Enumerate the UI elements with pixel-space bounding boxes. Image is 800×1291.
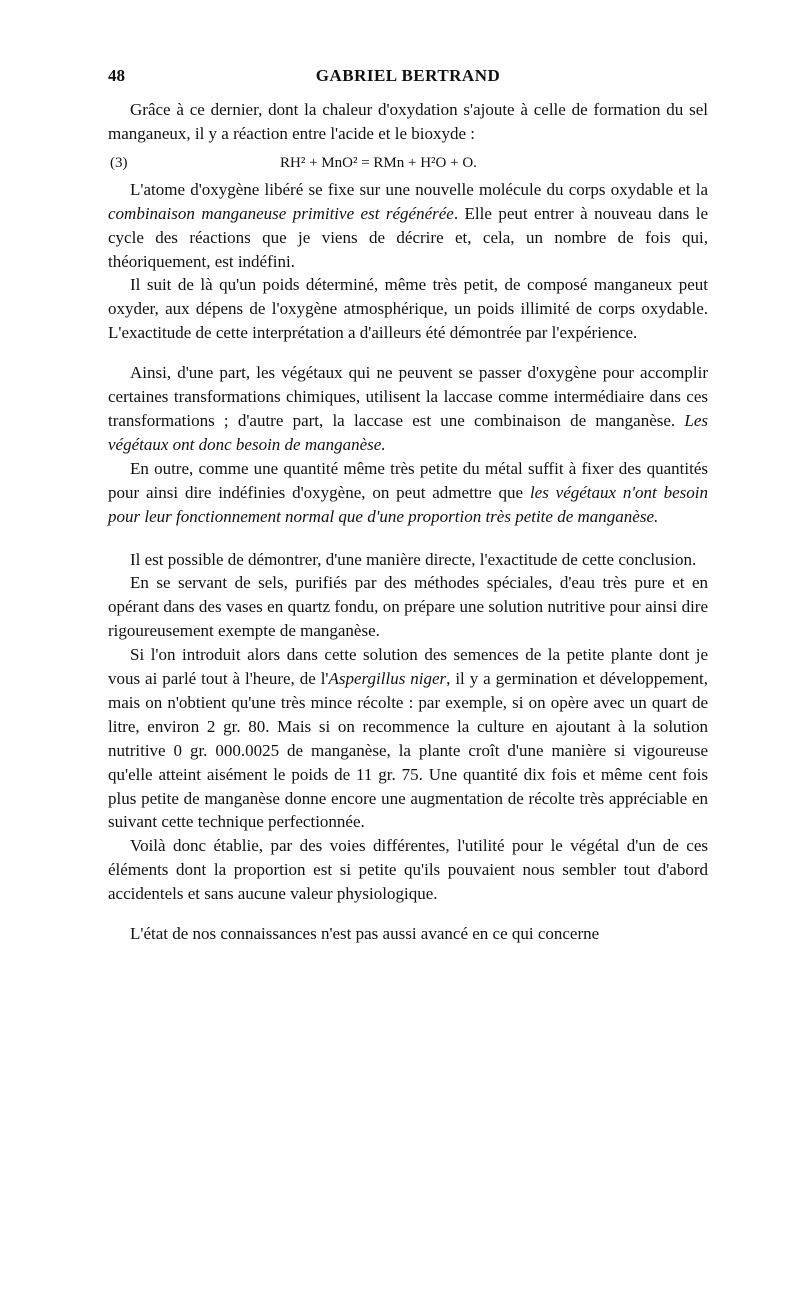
paragraph-5-emphasis: les végétaux n'ont besoin pour leur fonctionnement normal que d'une proportion très petite de manganèse.: [108, 482, 708, 526]
paragraph-1: Grâce à ce dernier, dont la chaleur d'oxydation s'ajoute à celle de formation du sel manganeux, il y a réaction entre l'acide et le bioxyde :: [108, 100, 708, 143]
paragraph-7: En se servant de sels, purifiés par des méthodes spéciales, d'eau très pure et en opérant dans des vases en quartz fondu, on prépare une solution nutritive pour ainsi dire rigoureusement exempte de manganèse.: [108, 573, 708, 641]
paragraph-8-species: Aspergillus niger: [328, 669, 447, 689]
paragraph-2-text-c: . Elle peut entrer à nouveau dans le cycle des réactions que je viens de décrire et, cela, un nombre de fois qui, théoriquement, est indéfini.: [108, 203, 708, 271]
paragraph-10: L'état de nos connaissances n'est pas aussi avancé en ce qui concerne: [130, 924, 600, 944]
paragraph-8-text-c: , il y a germination et développement, mais on n'obtient qu'une très mince récolte : par exemple, si on opère avec un quart de litre, environ 2 gr. 80. Mais si on recommence la culture en ajoutant à la solution nutritive 0 gr. 000.0025 de manganèse, la plante croît d'une manière si vigoureuse qu'elle atteint aisément le poids de 11 gr. 75. Une quantité dix fois et même cent fois plus petite de manganèse donne encore une augmentation de récolte très appréciable en suivant cette technique perfectionnée.: [108, 669, 708, 832]
page-header: [108, 66, 708, 90]
equation-3: [108, 148, 708, 178]
page-number: 48: [108, 66, 125, 85]
equation-number: (3): [110, 154, 128, 171]
paragraph-5: [108, 457, 708, 529]
paragraph-4-text: Ainsi, d'une part, les végétaux qui ne peuvent se passer d'oxygène pour accomplir certaines transformations chimiques, utilisent la laccase comme intermédiaire dans ces transformations ; d'autre part, la laccase est une combinaison de manganèse.: [108, 363, 708, 430]
paragraph-2-text-a: L'atome d'oxygène libéré se fixe sur une nouvelle molécule du corps oxydable et la: [130, 179, 708, 199]
paragraph-4: [108, 361, 708, 457]
paragraph-9: Voilà donc établie, par des voies différentes, l'utilité pour le végétal d'un de ces éléments dont la proportion est si petite qu'ils pouvaient nous sembler tout d'abord accidentels et sans aucune valeur physiologique.: [108, 836, 708, 904]
paragraph-3: Il suit de là qu'un poids déterminé, même très petit, de composé manganeux peut oxyder, aux dépens de l'oxygène atmosphérique, un poids illimité de corps oxydable. L'exactitude de cette interprétation a d'ailleurs été démontrée par l'expérience.: [108, 275, 708, 343]
paragraph-2: [108, 178, 708, 274]
paragraph-5-text: En outre, comme une quantité même très petite du métal suffit à fixer des quantités pour ainsi dire indéfinies d'oxygène, on peut admettre que: [108, 458, 708, 502]
running-title: GABRIEL BERTRAND: [315, 66, 501, 85]
paragraph-2-emphasis: combinaison manganeuse primitive est régénérée: [108, 203, 454, 223]
paragraph-6: Il est possible de démontrer, d'une manière directe, l'exactitude de cette conclusion.: [130, 549, 697, 569]
paragraph-4-emphasis: Les végétaux ont donc besoin de manganèse.: [108, 410, 708, 454]
paragraph-8-text-a: Si l'on introduit alors dans cette solution des semences de la petite plante dont je vous ai parlé tout à l'heure, de l': [108, 645, 708, 689]
equation-body: RH² + MnO² = RMn + H²O + O.: [280, 154, 477, 171]
paragraph-8: [108, 643, 708, 834]
book-page: [108, 66, 708, 946]
